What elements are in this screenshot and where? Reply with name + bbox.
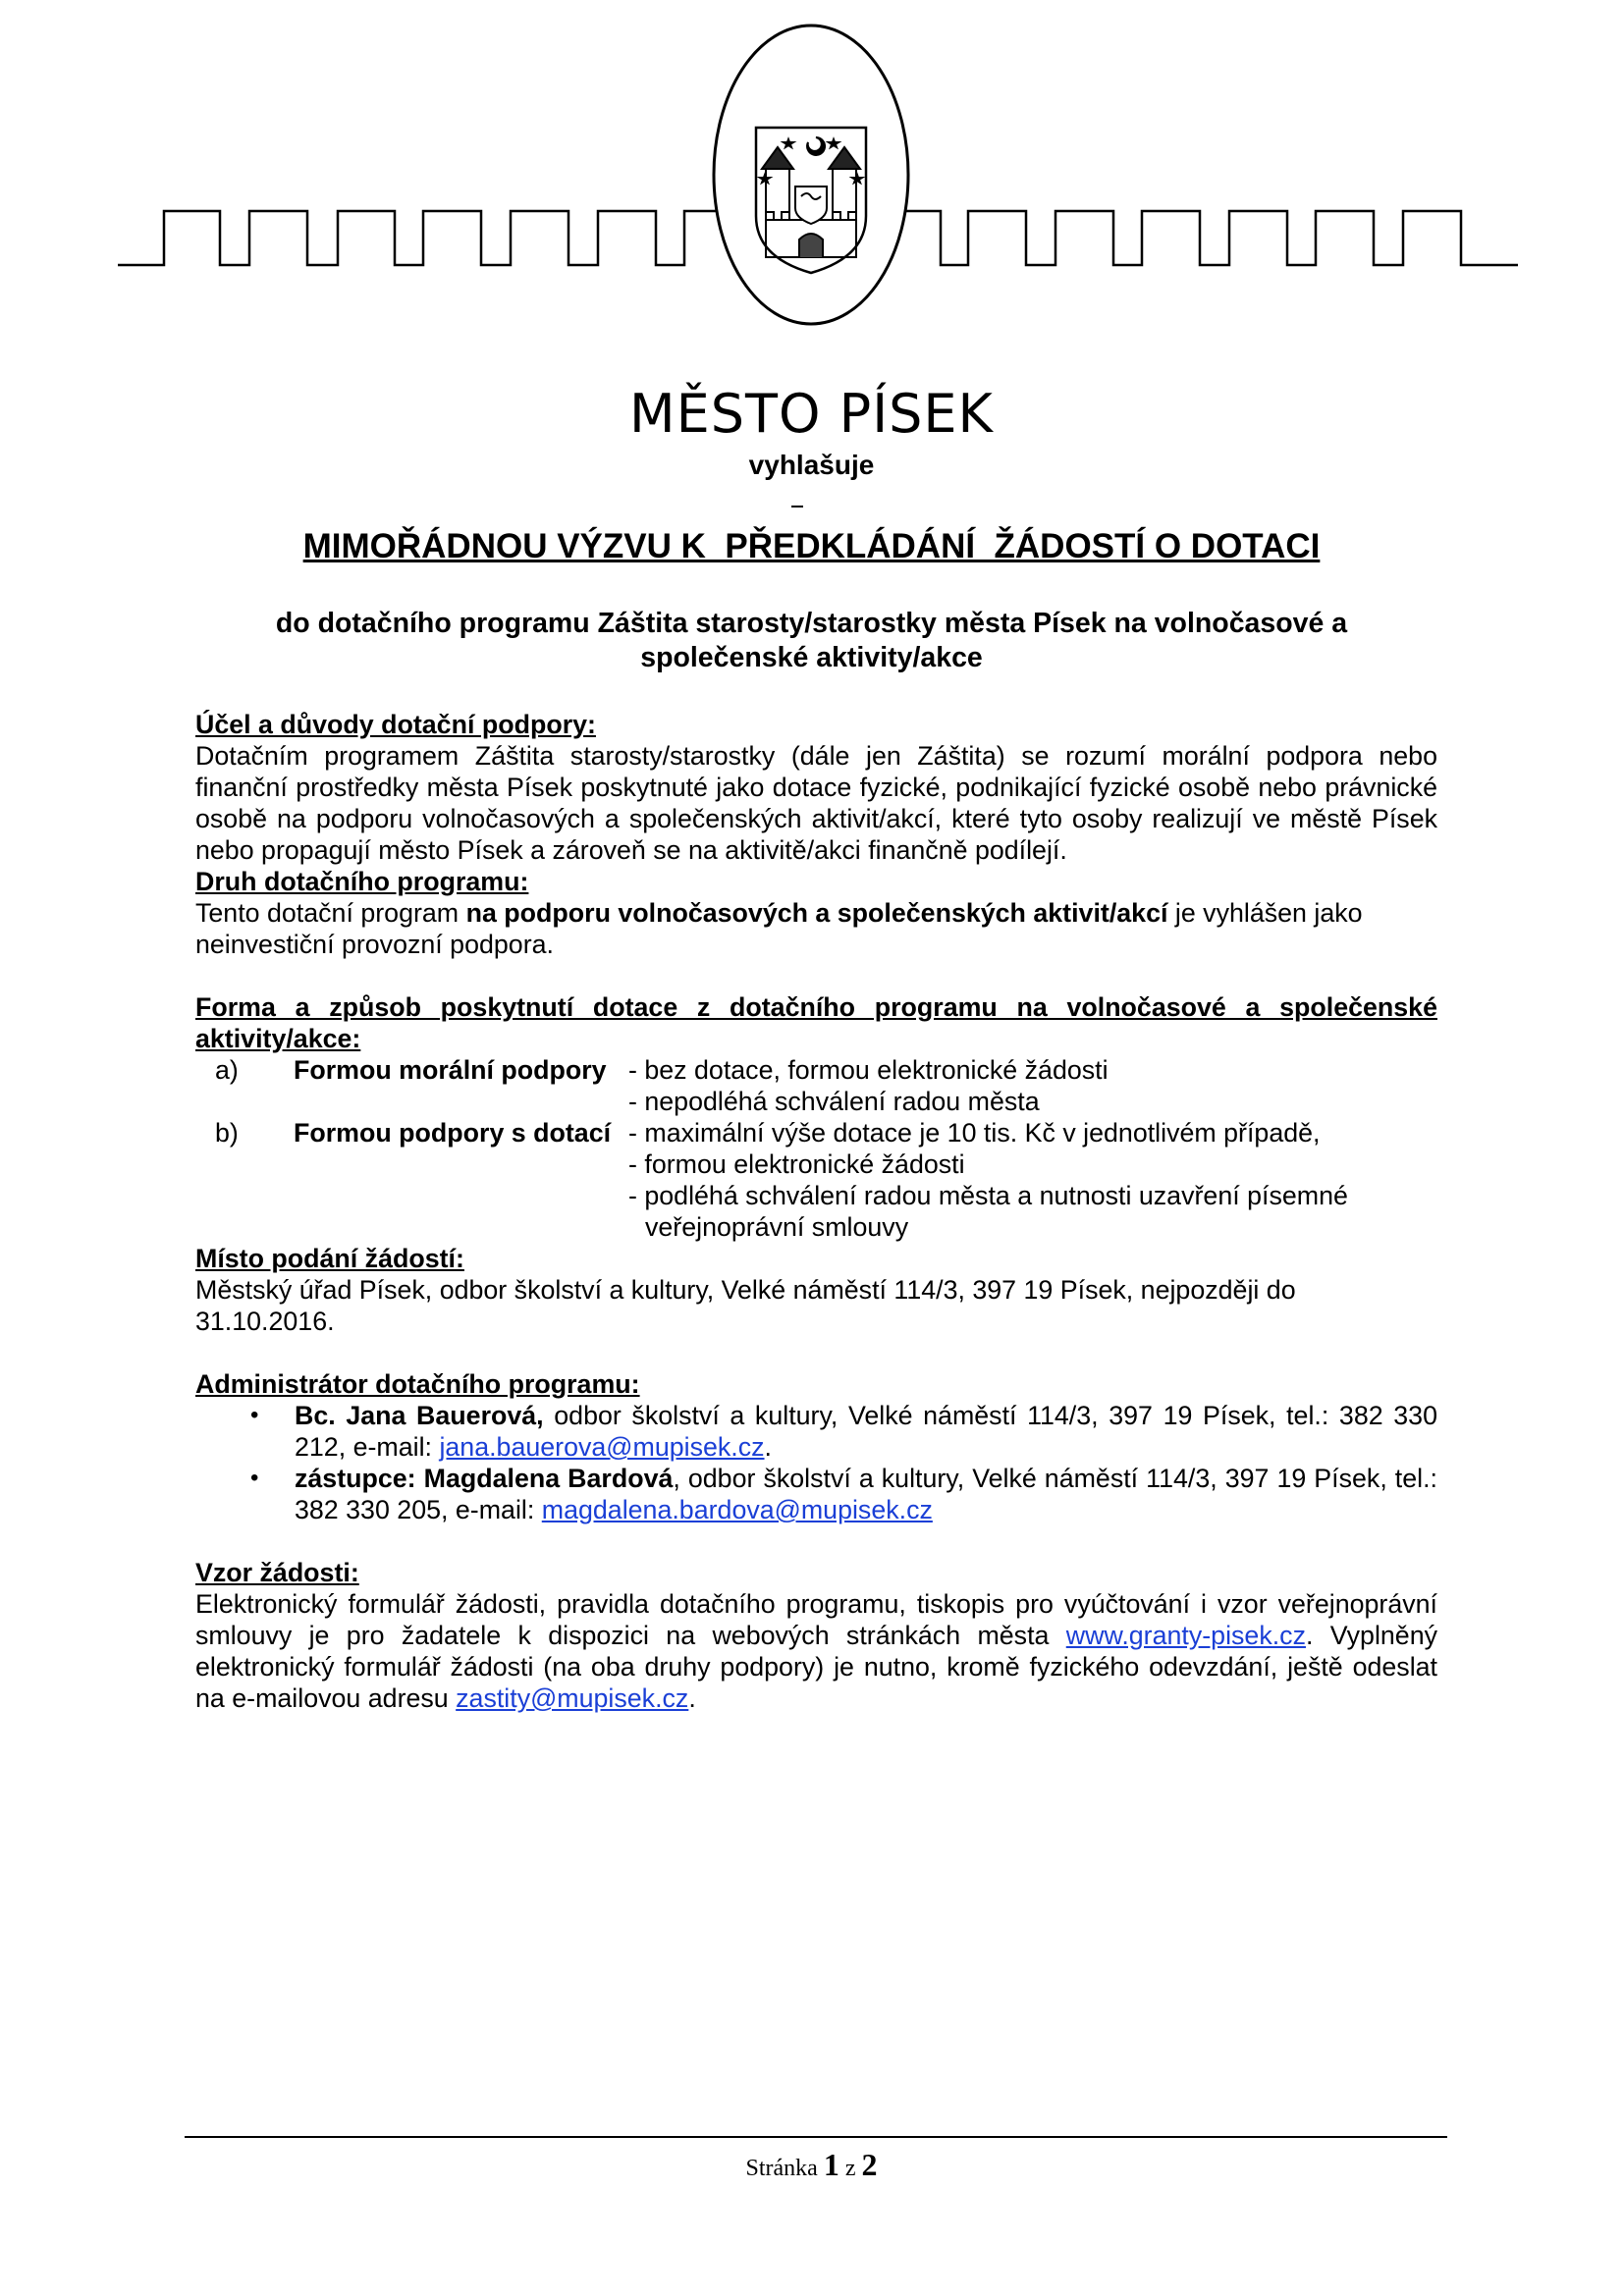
program-type-text-bold: na podporu volnočasových a společenských aktivit/akcí [465,898,1168,928]
template-text [195,1588,1437,1714]
list-item [195,1400,1437,1463]
page-title: MIMOŘÁDNOU VÝZVU K PŘEDKLÁDÁNÍ ŽÁDOSTÍ O DOTACI [302,527,1321,565]
form-item-name: Formou podpory s dotací [294,1118,612,1148]
town-name: MĚSTO PÍSEK [629,383,994,445]
pisek-coat-of-arms-icon [756,128,866,273]
program-type-text-before: Tento dotační program [195,898,466,928]
page-subtitle: do dotačního programu Záštita starosty/starostky města Písek na volnočasové a společenské aktivity/akce [275,608,1348,673]
announces-label: vyhlašuje [748,450,875,480]
admin-person [295,1400,1437,1463]
battlement-right [901,211,1518,265]
form-item-name: Formou morální podpory [294,1055,607,1085]
form-item-a [195,1054,1437,1086]
battlement-left [118,211,722,265]
template-heading: Vzor žádosti: [195,1558,359,1587]
program-type-text-after: je vyhlášen jako neinvestiční provozní podpora. [195,898,1363,959]
page-footer [0,2147,1623,2183]
form-item-desc: veřejnoprávní smlouvy [645,1212,909,1242]
program-type-text [195,897,1437,960]
admin-heading: Administrátor dotačního programu: [195,1369,640,1399]
admin-name: Bc. Jana Bauerová, [295,1401,544,1430]
document-body [195,709,1437,1714]
form-item-b [195,1117,1437,1148]
place-text: Městský úřad Písek, odbor školství a kultury, Velké náměstí 114/3, 397 19 Písek, nejpozději do 31.10.2016. [195,1275,1296,1336]
form-item-label: b) [215,1118,239,1148]
admin-tail: . [764,1432,772,1462]
bullet-icon: • [250,1402,259,1428]
list-item [195,1463,1437,1525]
bullet-icon: • [250,1465,259,1491]
page-total: 2 [861,2147,878,2182]
form-item-desc: - formou elektronické žádosti [628,1149,965,1179]
form-heading: Forma a způsob poskytnutí dotace z dotačního programu na volnočasové a společenské aktivity/akce: [195,992,1437,1053]
form-item-desc: - nepodléhá schválení radou města [628,1087,1040,1116]
page-label: Stránka [745,2156,818,2181]
granty-link[interactable]: www.granty-pisek.cz [1065,1621,1306,1650]
admin-email-link[interactable]: jana.bauerova@mupisek.cz [439,1432,765,1462]
page-of: z [844,2156,856,2181]
form-item-desc: - bez dotace, formou elektronické žádosti [628,1055,1109,1085]
place-heading: Místo podání žádostí: [195,1244,464,1273]
template-text-1: Elektronický formulář žádosti, pravidla dotačního programu, tiskopis pro vyúčtování i vzor veřejnoprávní smlouvy je pro žadatele k dispozici na webových stránkách města [195,1589,1437,1650]
zastity-email-link[interactable]: zastity@mupisek.cz [456,1683,689,1713]
purpose-heading: Účel a důvody dotační podpory: [195,710,596,739]
template-text-3: . [688,1683,696,1713]
admin-name: zástupce: Magdalena Bardová [295,1464,674,1493]
form-item-desc: - podléhá schválení radou města a nutnosti uzavření písemné [628,1181,1348,1210]
form-item-desc: - maximální výše dotace je 10 tis. Kč v jednotlivém případě, [628,1118,1321,1148]
decorative-dash [791,506,803,507]
header-logo [0,0,1623,334]
admin-details: , odbor školství a kultury, Velké náměstí 114/3, 397 19 Písek, tel.: 382 330 205, e-mail: [295,1464,1437,1524]
program-type-heading: Druh dotačního programu: [195,867,529,896]
purpose-text: Dotačním programem Záštita starosty/starostky (dále jen Záštita) se rozumí morální podpora nebo finanční prostředky města Písek poskytnuté jako dotace fyzické, podnikající fyzické osobě nebo právnické osobě na podporu volnočasových a společenských aktivit/akcí, které tyto osoby realizují ve městě Písek nebo propagují město Písek a zároveň se na aktivitě/akci finančně podílejí. [195,741,1437,865]
admin-email-link[interactable]: magdalena.bardova@mupisek.cz [541,1495,933,1524]
footer-divider [185,2136,1447,2138]
form-item-label: a) [215,1055,239,1085]
admin-details: odbor školství a kultury, Velké náměstí 114/3, 397 19 Písek, tel.: 382 330 212, e-mail: [295,1401,1437,1462]
admin-person [295,1463,1437,1525]
template-text-2: . Vyplněný elektronický formulář žádosti (na oba druhy podpory) je nutno, kromě fyzického odevzdání, ještě odeslat na e-mailovou adresu [195,1621,1437,1713]
page-current: 1 [823,2147,839,2182]
